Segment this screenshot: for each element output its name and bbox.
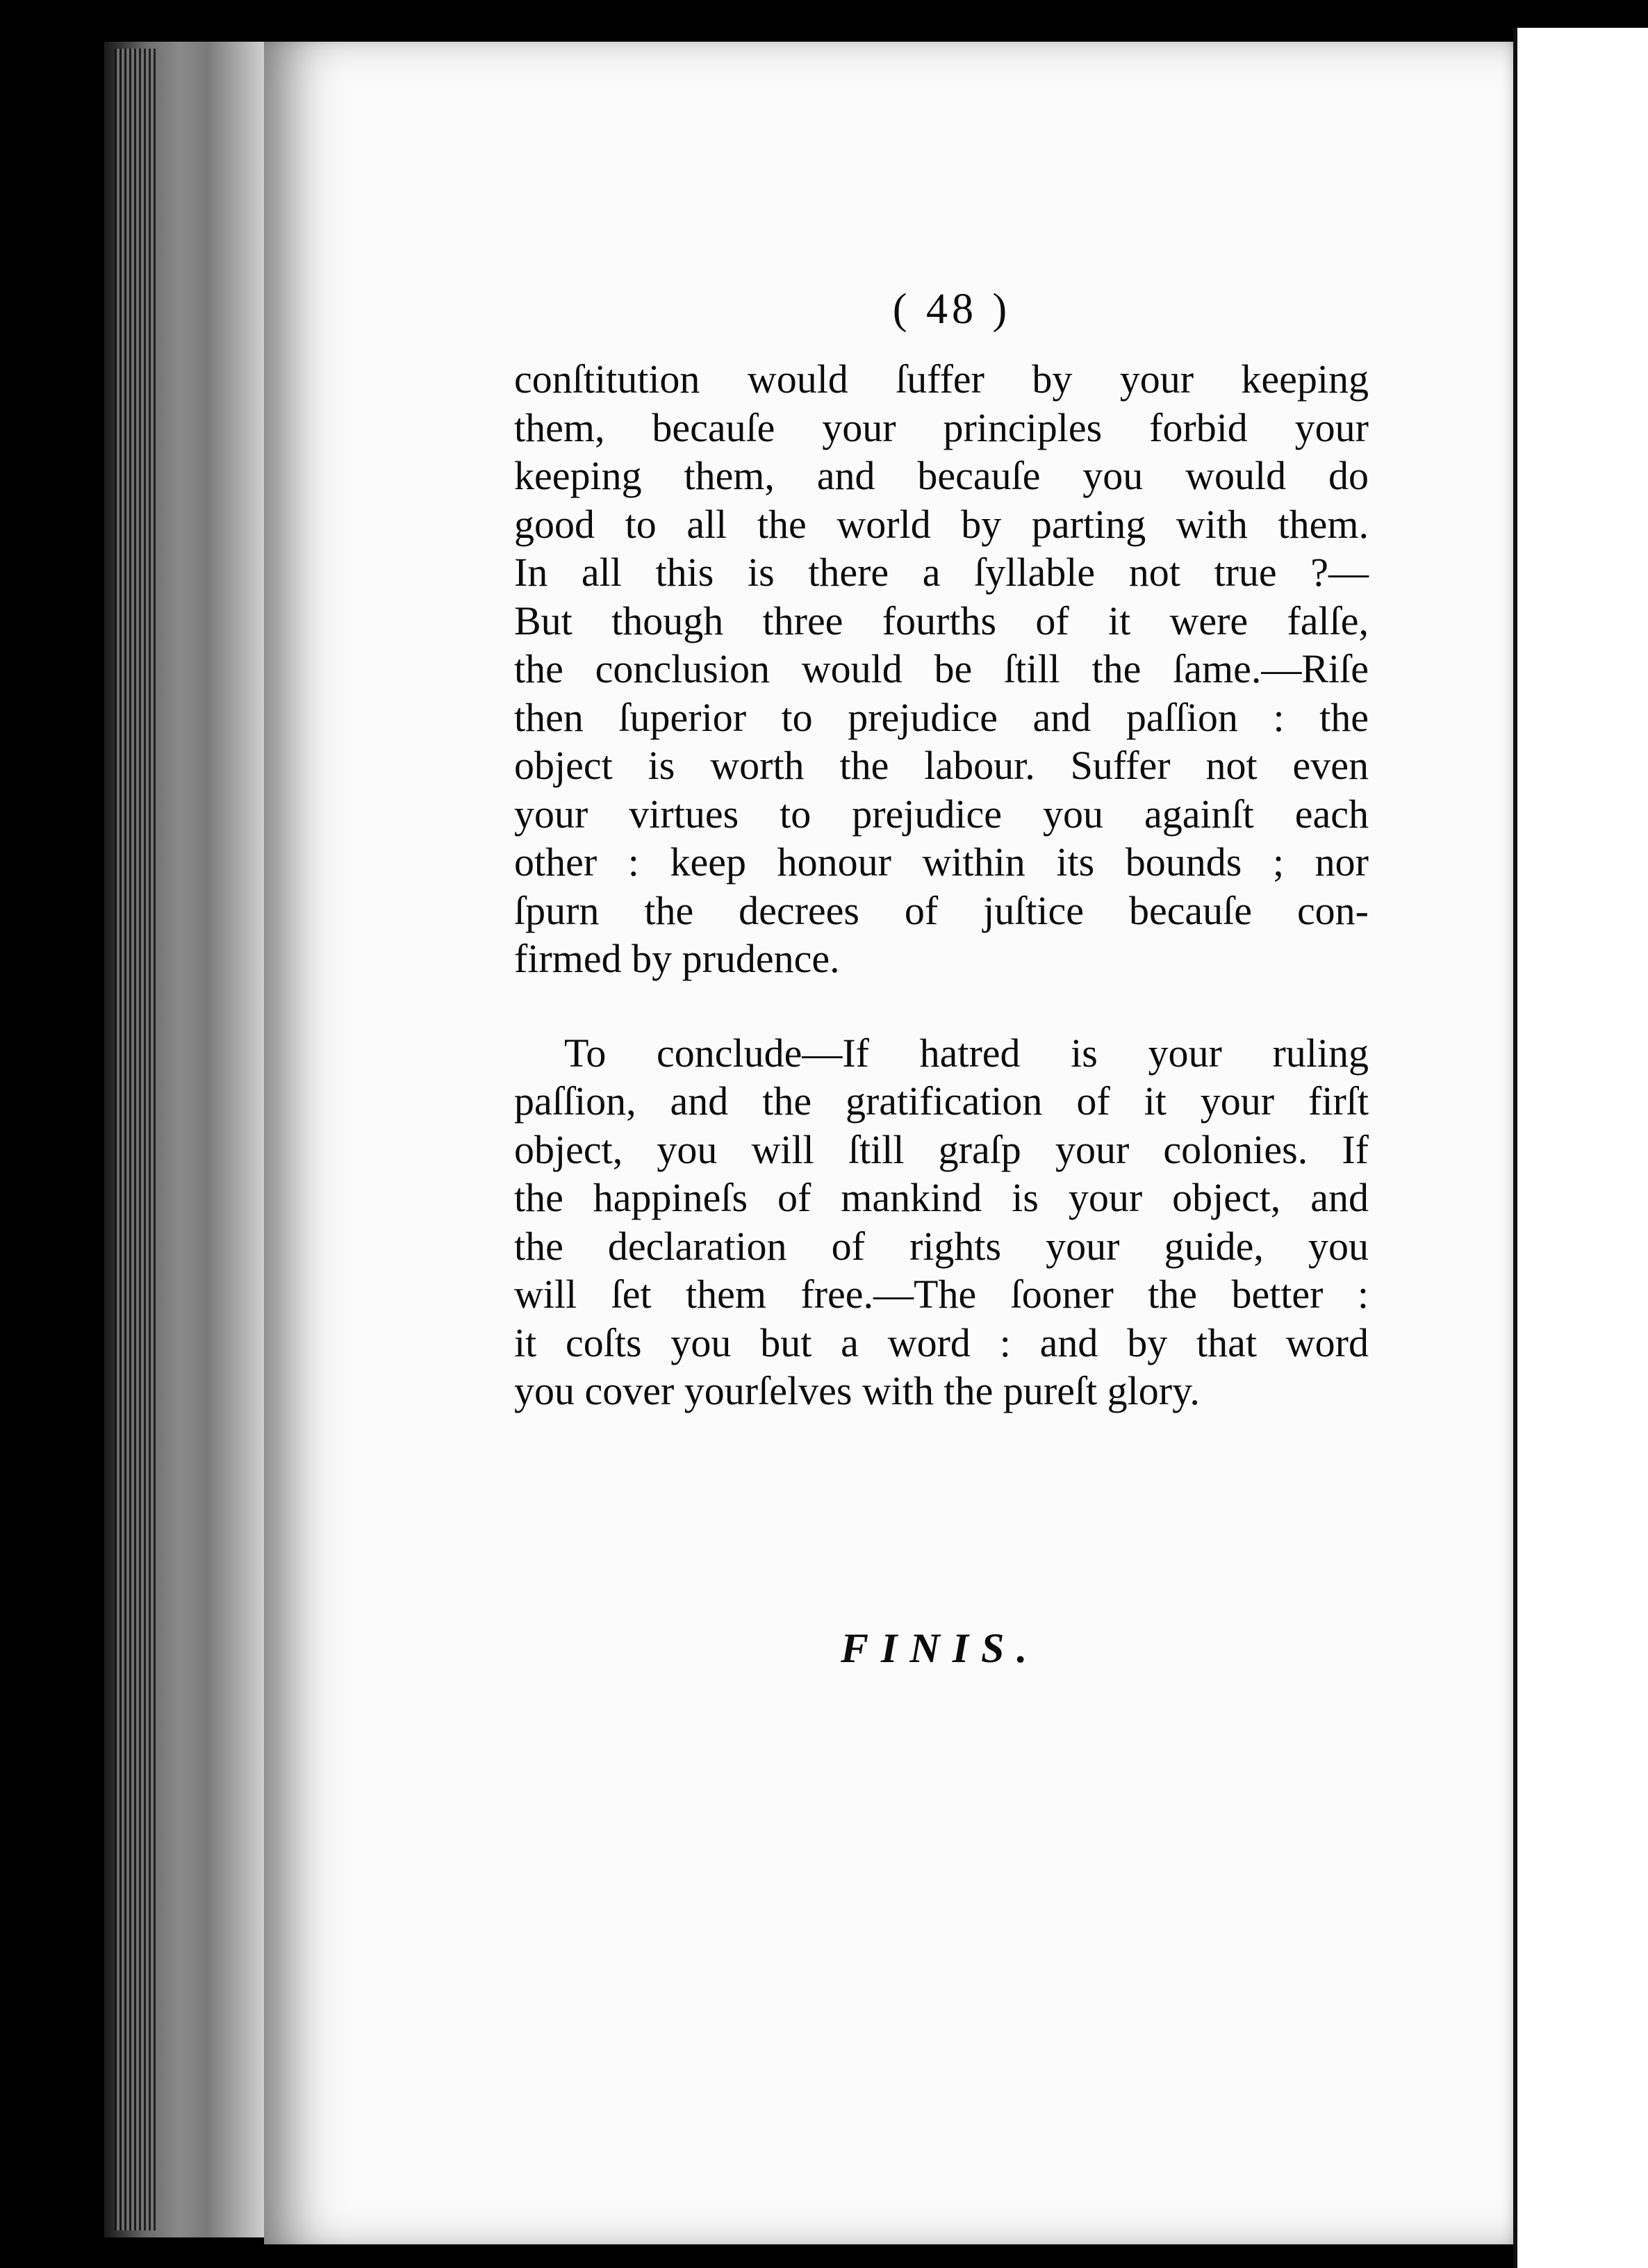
text-line: the declaration of rights your guide, you xyxy=(514,1223,1369,1269)
text-line: the conclusion would be ſtill the ſame.—Riſe xyxy=(514,646,1369,691)
text-line: keeping them, and becauſe you would do xyxy=(514,453,1369,498)
page-number: ( 48 ) xyxy=(892,286,1012,333)
text-line: it coſts you but a word : and by that word xyxy=(514,1320,1369,1365)
paragraph xyxy=(514,355,1369,983)
paragraph xyxy=(514,1029,1369,1415)
text-line: the happineſs of mankind is your object, and xyxy=(514,1175,1369,1220)
text-line: conſtitution would ſuffer by your keeping xyxy=(514,356,1369,402)
finis-label: FINIS. xyxy=(841,1625,1040,1671)
text-line: your virtues to prejudice you againſt each xyxy=(514,791,1369,837)
text-line: you cover yourſelves with the pureſt glory. xyxy=(514,1368,1200,1413)
facing-page-edge xyxy=(1513,28,1648,2268)
text-line: firmed by prudence. xyxy=(514,936,840,981)
text-line: But though three fourths of it were falſe, xyxy=(514,598,1369,643)
page-content xyxy=(514,285,1369,1415)
text-line: paſſion, and the gratification of it your firſt xyxy=(514,1078,1369,1124)
text-line: In all this is there a ſyllable not true ?— xyxy=(514,550,1369,595)
text-line: ſpurn the decrees of juſtice becauſe con- xyxy=(514,887,1369,933)
text-line: other : keep honour within its bounds ; nor xyxy=(514,839,1369,885)
text-line: will ſet them free.—The ſooner the better : xyxy=(514,1272,1369,1317)
text-line: them, becauſe your principles forbid your xyxy=(514,404,1369,450)
text-line: To conclude—If hatred is your ruling xyxy=(564,1030,1369,1076)
text-line: good to all the world by parting with them. xyxy=(514,501,1369,547)
page-edges xyxy=(115,49,156,2230)
text-line: object is worth the labour. Suffer not even xyxy=(514,743,1369,788)
text-line: then ſuperior to prejudice and paſſion : the xyxy=(514,694,1369,740)
text-line: object, you will ſtill graſp your colonies. If xyxy=(514,1126,1369,1172)
